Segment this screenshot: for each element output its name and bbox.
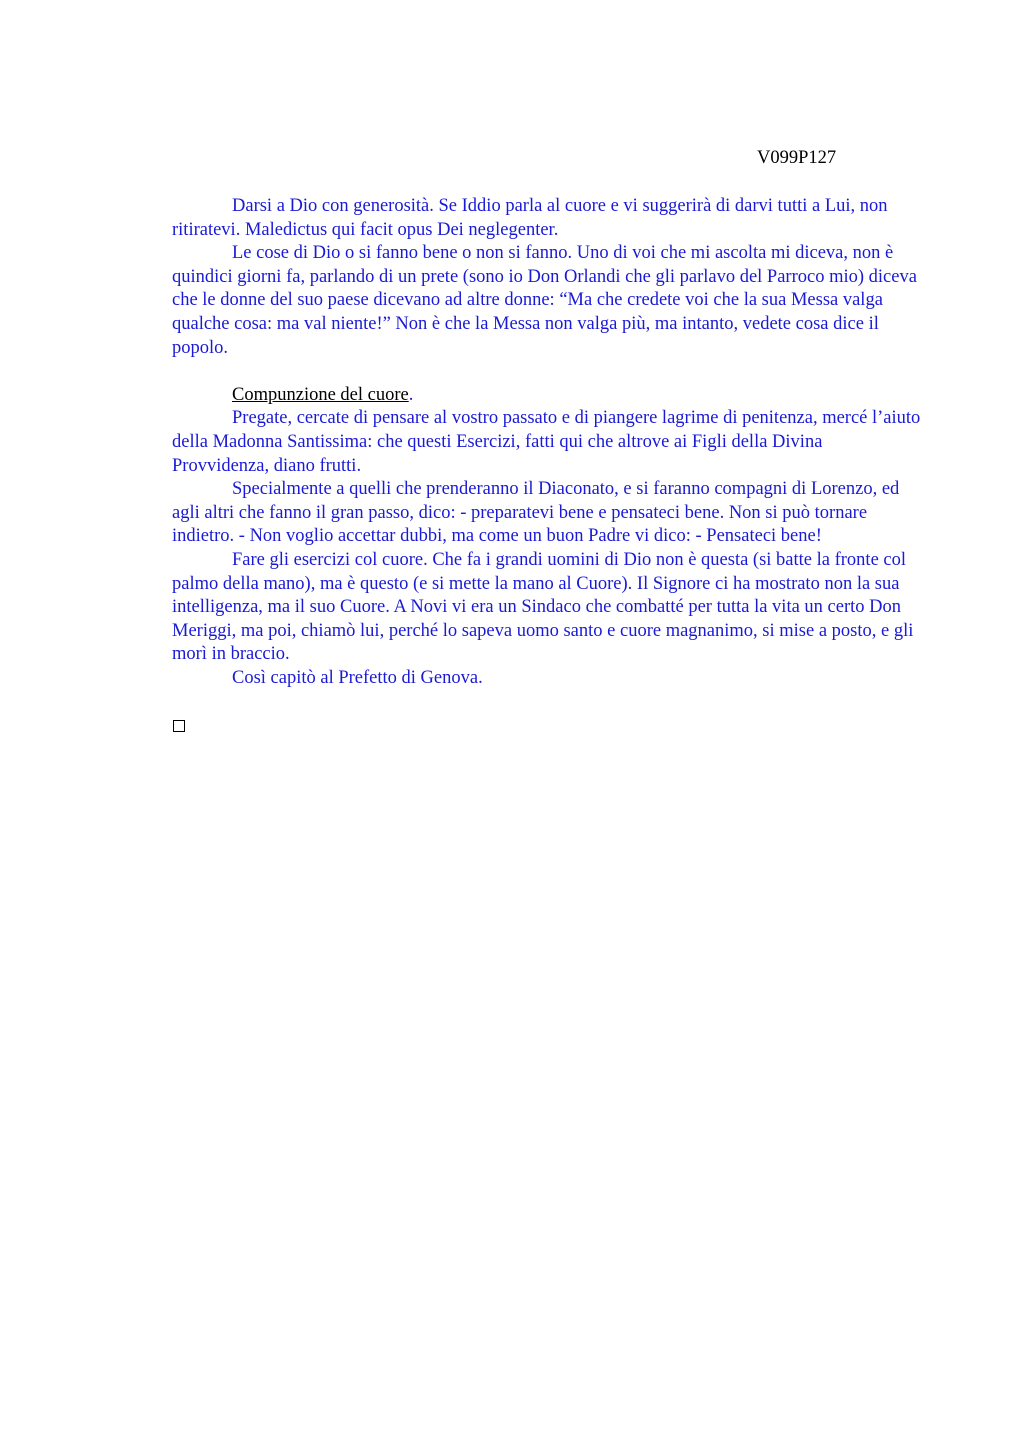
paragraph: Le cose di Dio o si fanno bene o non si fanno. Uno di voi che mi ascolta mi diceva, non è quindici giorni fa, parlando di un prete (sono io Don Orlandi che gli parlavo del Parroco mio) diceva che le donne del suo paese dicevano ad altre donne: “Ma che credete voi che la sua Messa valga qualche cosa: ma val niente!” Non è che la Messa non valga più, ma intanto, vedete cosa dice il popolo.: [172, 243, 917, 358]
paragraph: Così capitò al Prefetto di Genova.: [232, 667, 483, 688]
paragraph: Darsi a Dio con generosità. Se Iddio parla al cuore e vi suggerirà di darvi tutti a Lui, non ritiratevi. Maledictus qui facit opus Dei neglegenter.: [172, 196, 888, 240]
paragraph: Pregate, cercate di pensare al vostro passato e di piangere lagrime di penitenza, mercé l’aiuto della Madonna Santissima: che questi Esercizi, fatti qui che altrove ai Figli della Divina Provvidenza, diano frutti.: [172, 408, 921, 476]
section-heading: [172, 384, 924, 408]
end-marker-box-icon: [173, 720, 185, 732]
document-body: [172, 195, 924, 690]
section-heading-punct: .: [408, 384, 414, 405]
section-heading-text: Compunzione del cuore: [232, 384, 409, 405]
paragraph: Specialmente a quelli che prenderanno il Diaconato, e si faranno compagni di Lorenzo, ed agli altri che fanno il gran passo, dico: - preparatevi bene e pensateci bene. Non si può tornare indietro. - Non voglio accettar dubbi, ma come un buon Padre vi dico: - Pensateci bene!: [172, 479, 900, 547]
page-reference: V099P127: [757, 148, 837, 168]
paragraph: Fare gli esercizi col cuore. Che fa i grandi uomini di Dio non è questa (si batte la fronte col palmo della mano), ma è questo (e si mette la mano al Cuore). Il Signore ci ha mostrato non la sua intelligenza, ma il suo Cuore. A Novi vi era un Sindaco che combatté per tutta la vita un certo Don Meriggi, ma poi, chiamò lui, perché lo sapeva uomo santo e cuore magnanimo, si mise a posto, e gli morì in braccio.: [172, 549, 914, 665]
